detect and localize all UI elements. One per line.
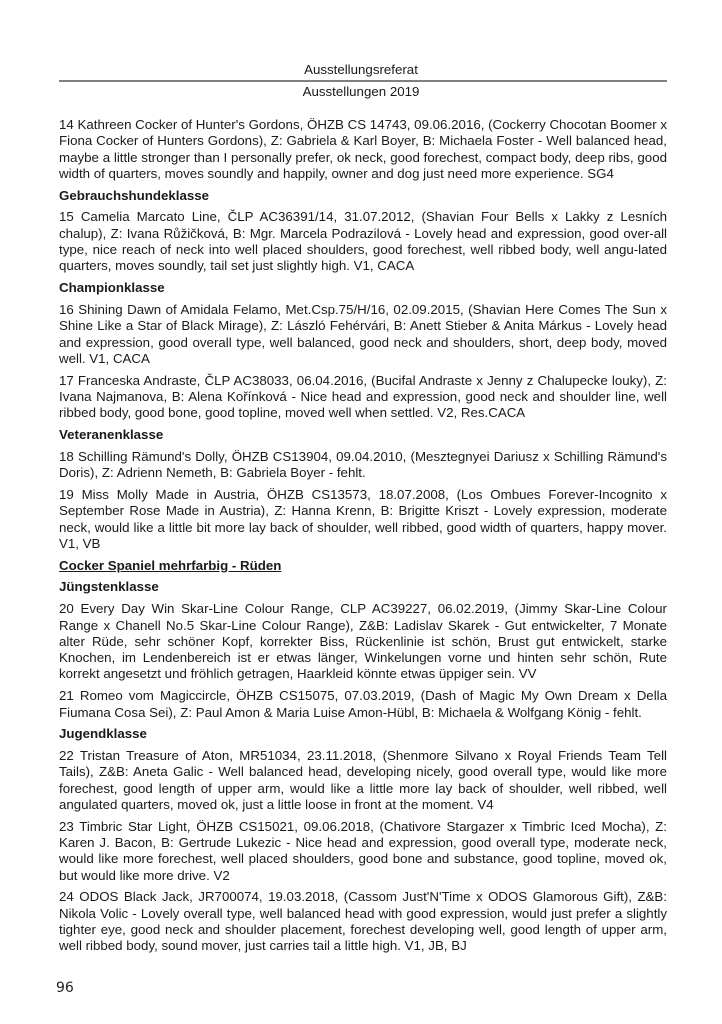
- dog-entry-22: 22 Tristan Treasure of Aton, MR51034, 23.11.2018, (Shenmore Silvano x Royal Friends Team Tell Tails), Z&B: Aneta Galic - Well balanced head, developing nicely, good overall type, would like more forechest, good length of upper arm, would like a little more lay back of shoulder, well ribbed, well angulated quarters, moved ok, just a little loose in front at the moment. V4: [59, 748, 667, 812]
- dog-entry-14: 14 Kathreen Cocker of Hunter's Gordons, ÖHZB CS 14743, 09.06.2016, (Cockerry Chocotan Boomer x Fiona Cocker of Hunters Gordons), Z: Gabriela & Karl Boyer, B: Michaela Foster - Well balanced head, maybe a little stronger than I personally prefer, ok neck, good forechest, compact body, deep ribs, good width of quarters, moves soundly and happily, owner and dog just need more experience. SG4: [59, 117, 667, 181]
- dog-entry-16: 16 Shining Dawn of Amidala Felamo, Met.Csp.75/H/16, 02.09.2015, (Shavian Here Comes The Sun x Shine Like a Star of Black Mirage), Z: László Fehérvári, B: Anett Stieber & Anita Márkus - Lovely head and expression, good overall type, well balanced, good neck and shoulders, short, deep body, moved well. V1, CACA: [59, 301, 667, 366]
- class-heading-veteranenklasse: Veteranenklasse: [59, 427, 164, 443]
- dog-entry-20: 20 Every Day Win Skar-Line Colour Range, CLP AC39227, 06.02.2019, (Jimmy Skar-Line Colour Range x Chanell No.5 Skar-Line Colour Range), Z&B: Ladislav Skarek - Gut entwickelter, 7 Monate alter Rüde, sehr schöner Kopf, korrekter Biss, Rückenlinie ist schön, Brust gut entwickelt, starke Knochen, im Lendenbereich ist er etwas länger, Winkelungen vorne und hinten sehr schön, Rute korrekt angesetzt und fröhlich getragen, Haarkleid könnte etwas üppiger sein. VV: [59, 601, 667, 682]
- class-heading-championklasse: Championklasse: [59, 280, 165, 296]
- dog-entry-23: 23 Timbric Star Light, ÖHZB CS15021, 09.06.2018, (Chativore Stargazer x Timbric Iced Mocha), Z: Karen J. Bacon, B: Gertrude Lukezic - Nice head and expression, good overall type, moderate neck, would like more forechest, well placed shoulders, good bone and substance, good topline, moved ok, but would like more drive. V2: [59, 818, 667, 883]
- dog-entry-17: 17 Franceska Andraste, ČLP AC38033, 06.04.2016, (Bucifal Andraste x Jenny z Chalupecke louky), Z: Ivana Najmanova, B: Alena Kořínková - Nice head and expression, good neck and shoulder line, well ribbed body, good bone, good topline, moved well when settled. V2, Res.CACA: [59, 372, 667, 421]
- dog-entry-15: 15 Camelia Marcato Line, ČLP AC36391/14, 31.07.2012, (Shavian Four Bells x Lakky z Lesních chalup), Z: Ivana Růžičková, B: Mgr. Marcela Podrazilová - Lovely head and expression, good over-all type, nice reach of neck into well placed shoulders, good forechest, well ribbed body, well angu-lated quarters, moves soundly, tail set just slightly high. V1, CACA: [59, 209, 667, 274]
- running-header-title: Ausstellungsreferat: [304, 62, 418, 77]
- class-heading-juengstenklasse: Jüngstenklasse: [59, 579, 159, 595]
- dog-entry-19: 19 Miss Molly Made in Austria, ÖHZB CS13573, 18.07.2008, (Los Ombues Forever-Incognito x September Rose Made in Austria), Z: Hanna Krenn, B: Brigitte Kriszt - Lovely expression, moderate neck, would like a little bit more lay back of shoulder, well ribbed, good width of quarters, happy mover. V1, VB: [59, 486, 667, 551]
- class-heading-gebrauchshundeklasse: Gebrauchshundeklasse: [59, 187, 210, 203]
- section-heading-breed: Cocker Spaniel mehrfarbig - Rüden: [59, 557, 282, 573]
- header-divider: [59, 80, 667, 82]
- page-number: 96: [56, 980, 74, 996]
- dog-entry-24: 24 ODOS Black Jack, JR700074, 19.03.2018, (Cassom Just'N'Time x ODOS Glamorous Gift), Z&B: Nikola Volic - Lovely overall type, well balanced head with good expression, would just prefer a slightly tighter eye, good neck and shoulder placement, forechest developing well, good length of upper arm, well ribbed body, sound mover, just carries tail a little high. V1, JB, BJ: [59, 889, 667, 954]
- report-body: [59, 117, 667, 960]
- dog-entry-21: 21 Romeo vom Magiccircle, ÖHZB CS15075, 07.03.2019, (Dash of Magic My Own Dream x Della Fiumana Cosa Sei), Z: Paul Amon & Maria Luise Amon-Hübl, B: Michaela & Wolfgang König - fehlt.: [59, 688, 667, 720]
- class-heading-jugendklasse: Jugendklasse: [59, 726, 147, 742]
- running-header-subtitle: Ausstellungen 2019: [302, 84, 420, 99]
- dog-entry-18: 18 Schilling Rämund's Dolly, ÖHZB CS13904, 09.04.2010, (Mesztegnyei Dariusz x Schilling Rämund's Doris), Z: Adrienn Nemeth, B: Gabriela Boyer - fehlt.: [59, 448, 667, 481]
